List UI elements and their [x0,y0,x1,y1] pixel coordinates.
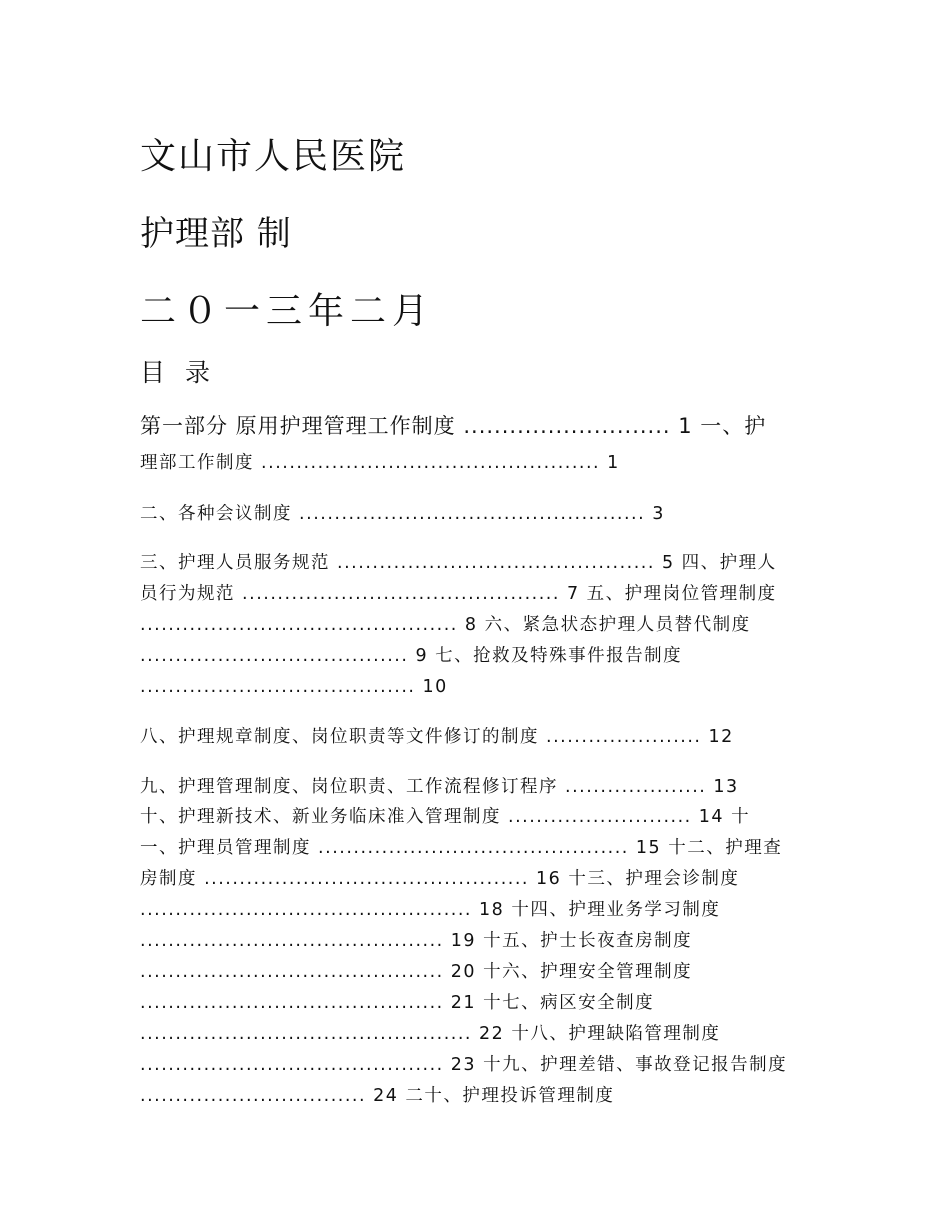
toc-line: 房制度 .............................................. 16 十三、护理会诊制度 [140,869,740,889]
toc-line: 十、护理新技术、新业务临床准入管理制度 .......................... 14 十 [140,807,751,827]
toc-line: ................................ 24 二十、护理投诉管理制度 [140,1086,615,1106]
toc-line: ........................................... 20 十六、护理安全管理制度 [140,962,693,982]
hospital-name: 文山市人民医院 [140,136,407,177]
department-line: 护理部 制 [140,214,292,254]
document-date: 二０一三年二月 [140,291,435,332]
toc-line: 员行为规范 ............................................. 7 五、护理岗位管理制度 [140,584,777,604]
toc-line: ...................................... 9 七、抢救及特殊事件报告制度 [140,646,683,666]
toc-line: 八、护理规章制度、岗位职责等文件修订的制度 ...................... 12 [140,727,734,747]
toc-line: 二、各种会议制度 ................................................. 3 [140,504,665,524]
toc-line: ............................................. 8 六、紧急状态护理人员替代制度 [140,615,751,635]
toc-line: 一、护理员管理制度 ............................................ 15 十二、护理查 [140,838,783,858]
toc-line: ............................................... 22 十八、护理缺陷管理制度 [140,1024,721,1044]
toc-heading: 目 录 [140,358,216,387]
toc-line: 九、护理管理制度、岗位职责、工作流程修订程序 .................... 13 [140,777,739,797]
toc-line: 第一部分 原用护理管理工作制度 ........................... 1 一、护 [140,414,767,438]
toc-line: ....................................... 10 [140,677,448,697]
toc-line: 理部工作制度 ................................................ 1 [140,453,620,473]
toc-line: ............................................... 18 十四、护理业务学习制度 [140,900,721,920]
toc-line: ........................................... 19 十五、护士长夜查房制度 [140,931,693,951]
toc-line: ........................................... 23 十九、护理差错、事故登记报告制度 [140,1055,788,1075]
toc-line: ........................................... 21 十七、病区安全制度 [140,993,655,1013]
toc-line: 三、护理人员服务规范 ............................................. 5 四、护理人 [140,553,777,573]
